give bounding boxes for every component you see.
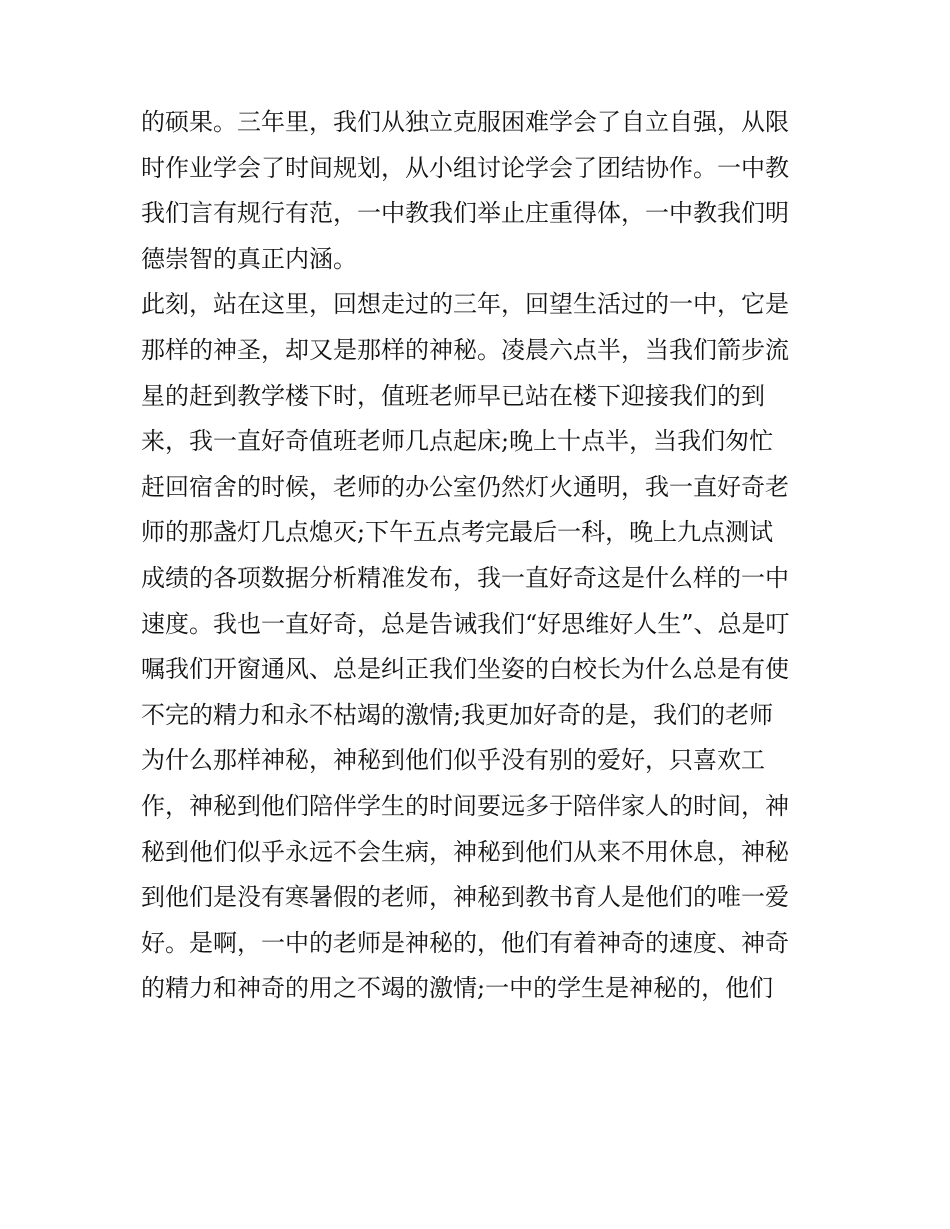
- text-line: 赶回宿舍的时候，老师的办公室仍然灯火通明，我一直好奇老: [141, 472, 789, 501]
- body-text: [141, 100, 821, 1012]
- text-line: 作，神秘到他们陪伴学生的时间要远多于陪伴家人的时间，神: [141, 791, 789, 820]
- text-line: 德崇智的真正内涵。: [141, 244, 357, 273]
- text-line: 秘到他们似乎永远不会生病，神秘到他们从来不用休息，神秘: [141, 837, 789, 866]
- text-line: 师的那盏灯几点熄灭;下午五点考完最后一科，晚上九点测试: [141, 518, 774, 547]
- text-line: 速度。我也一直好奇，总是告诫我们“好思维好人生”、总是叮: [141, 609, 790, 638]
- text-line: 不完的精力和永不枯竭的激情;我更加好奇的是，我们的老师: [141, 700, 774, 729]
- text-line: 的硕果。三年里，我们从独立克服困难学会了自立自强，从限: [141, 108, 789, 136]
- text-line: 嘱我们开窗通风、总是纠正我们坐姿的白校长为什么总是有使: [141, 655, 789, 684]
- text-line: 的精力和神奇的用之不竭的激情;一中的学生是神秘的，他们: [141, 974, 774, 1003]
- text-line: 我们言有规行有范，一中教我们举止庄重得体，一中教我们明: [141, 199, 789, 228]
- text-line: 为什么那样神秘，神秘到他们似乎没有别的爱好，只喜欢工: [141, 746, 765, 775]
- text-line: 星的赶到教学楼下时，值班老师早已站在楼下迎接我们的到: [141, 381, 765, 410]
- text-line: 来，我一直好奇值班老师几点起床;晚上十点半，当我们匆忙: [141, 427, 774, 456]
- text-line: 那样的神圣，却又是那样的神秘。凌晨六点半，当我们箭步流: [141, 335, 789, 364]
- text-line: 到他们是没有寒暑假的老师，神秘到教书育人是他们的唯一爱: [141, 883, 789, 912]
- text-line: 时作业学会了时间规划，从小组讨论学会了团结协作。一中教: [141, 153, 789, 182]
- text-line: 成绩的各项数据分析精准发布，我一直好奇这是什么样的一中: [141, 563, 789, 592]
- text-line: 好。是啊，一中的老师是神秘的，他们有着神奇的速度、神奇: [141, 928, 789, 957]
- text-line: 此刻，站在这里，回想走过的三年，回望生活过的一中，它是: [141, 290, 789, 319]
